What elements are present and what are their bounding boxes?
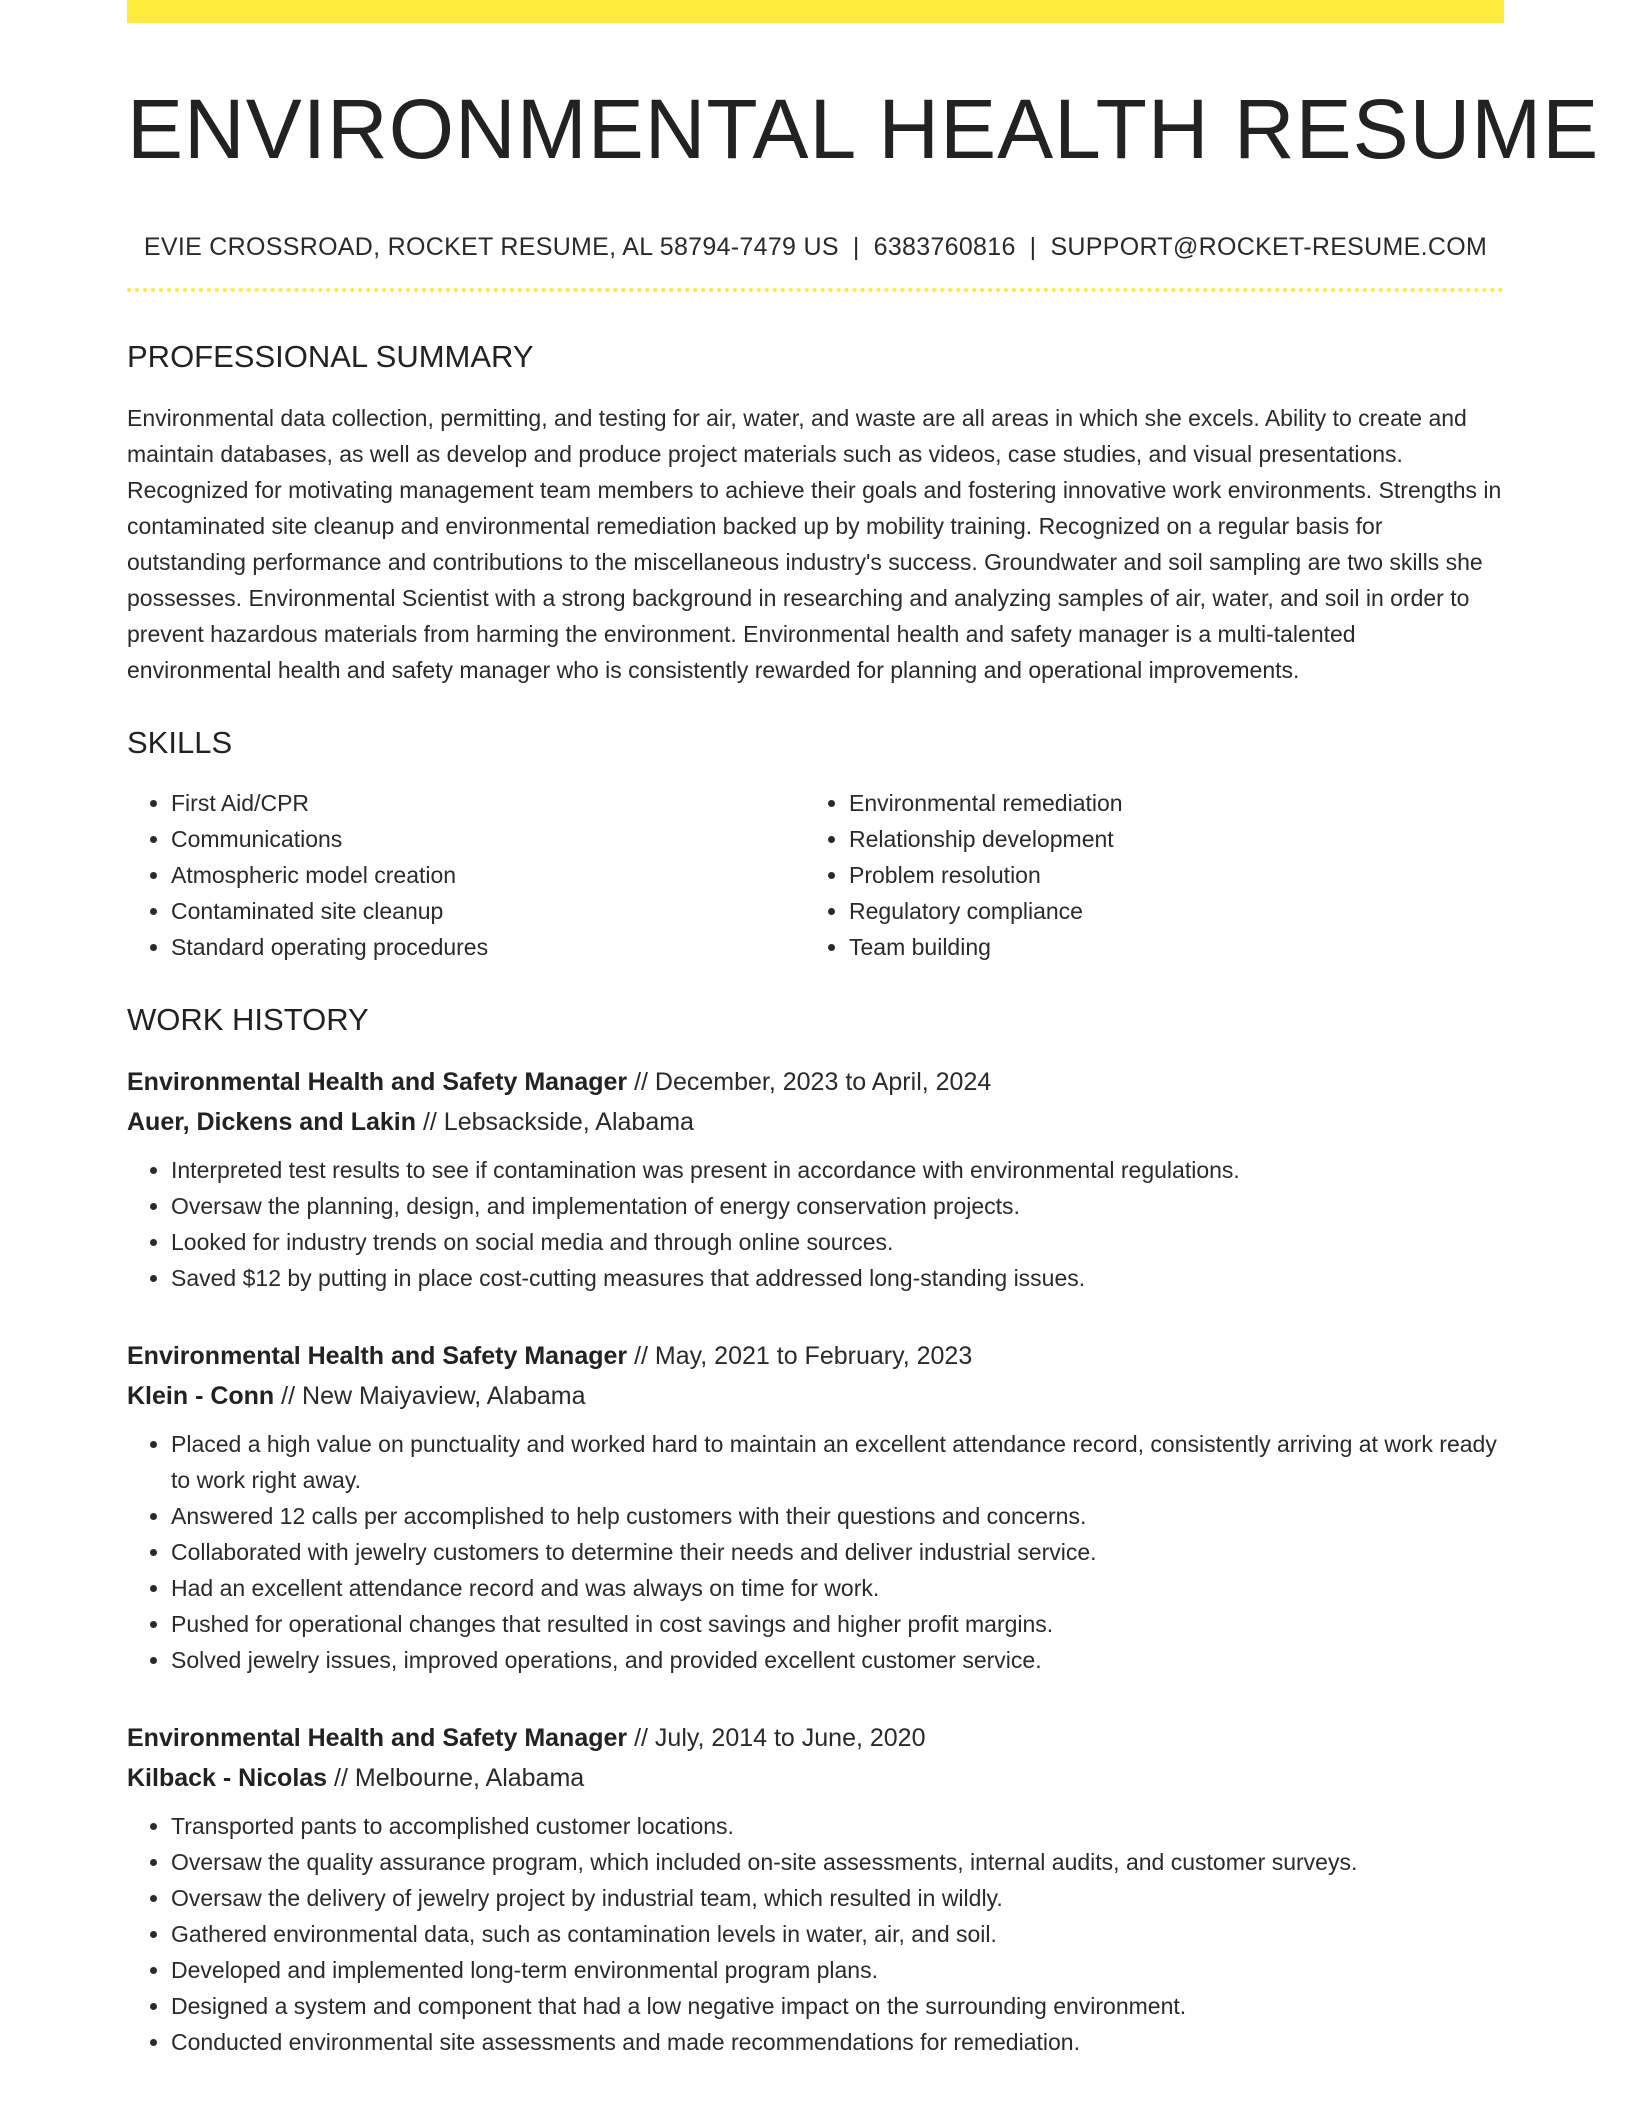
dotted-divider — [127, 288, 1504, 292]
job-separator: // — [627, 1067, 655, 1096]
job-bullet: • Saved $12 by putting in place cost-cutting measures that addressed long-standing issues. — [171, 1260, 1504, 1296]
job-separator: // — [627, 1723, 655, 1752]
job-dates: December, 2023 to April, 2024 — [654, 1067, 992, 1096]
job-bullet: • Answered 12 calls per accomplished to help customers with their questions and concerns. — [171, 1498, 1504, 1534]
contact-address: EVIE CROSSROAD, ROCKET RESUME, AL 58794-7479 US — [143, 233, 839, 262]
job-title-line — [127, 1062, 1504, 1102]
skill-item: • Environmental remediation — [849, 785, 1483, 821]
skills-column-right — [805, 785, 1483, 965]
job-bullet: • Oversaw the planning, design, and implementation of energy conservation projects. — [171, 1188, 1504, 1224]
job-company: Klein - Conn — [127, 1381, 275, 1410]
contact-email[interactable]: SUPPORT@ROCKET-RESUME.COM — [1050, 233, 1488, 262]
work-history-heading: WORK HISTORY — [127, 1001, 369, 1037]
contact-separator: | — [1029, 233, 1037, 262]
job-title: Environmental Health and Safety Manager — [127, 1067, 628, 1096]
job-company-line — [127, 1758, 1504, 1798]
job-bullet: • Interpreted test results to see if contamination was present in accordance with environmental regulations. — [171, 1152, 1504, 1188]
job-bullet: • Transported pants to accomplished customer locations. — [171, 1808, 1504, 1844]
job-dates: May, 2021 to February, 2023 — [654, 1341, 973, 1370]
contact-phone[interactable]: 6383760816 — [873, 233, 1016, 262]
job-title-line — [127, 1718, 1504, 1758]
skill-item: • Problem resolution — [849, 857, 1483, 893]
skill-item: • Team building — [849, 929, 1483, 965]
job-bullet: • Placed a high value on punctuality and worked hard to maintain an excellent attendance record, consistently arriving at work ready to work right away. — [171, 1426, 1504, 1498]
job-bullet: • Collaborated with jewelry customers to determine their needs and deliver industrial service. — [171, 1534, 1504, 1570]
skill-item: • Communications — [171, 821, 805, 857]
job-separator: // — [416, 1107, 444, 1136]
contact-separator: | — [852, 233, 860, 262]
summary-text: Environmental data collection, permitting, and testing for air, water, and waste are all areas in which she excels. Ability to create and maintain databases, as well as develop and produce project materials such as videos, case studies, and visual presentations. Recognized for motivating management team members to achieve their goals and fostering innovative work environments. Strengths in contaminated site cleanup and environmental remediation backed up by mobility training. Recognized on a regular basis for outstanding performance and contributions to the miscellaneous industry's success. Groundwater and soil sampling are two skills she possesses. Environmental Scientist with a strong background in researching and analyzing samples of air, water, and soil in order to prevent hazardous materials from harming the environment. Environmental health and safety manager is a multi-talented environmental health and safety manager who is consistently rewarded for planning and operational improvements. — [127, 404, 1502, 683]
job-bullet: • Oversaw the quality assurance program, which included on-site assessments, internal audits, and customer surveys. — [171, 1844, 1504, 1880]
job-bullet: • Gathered environmental data, such as contamination levels in water, air, and soil. — [171, 1916, 1504, 1952]
summary-heading: PROFESSIONAL SUMMARY — [127, 339, 534, 375]
resume-page — [127, 0, 1600, 2060]
skill-item: • Contaminated site cleanup — [171, 893, 805, 929]
job-location: Lebsackside, Alabama — [443, 1107, 694, 1136]
job-bullets — [127, 1426, 1504, 1678]
job-company-line — [127, 1102, 1504, 1142]
job-company: Kilback - Nicolas — [127, 1763, 328, 1792]
job-bullet: • Looked for industry trends on social media and through online sources. — [171, 1224, 1504, 1260]
job-location: New Maiyaview, Alabama — [302, 1381, 586, 1410]
job-bullet: • Developed and implemented long-term environmental program plans. — [171, 1952, 1504, 1988]
job-separator: // — [274, 1381, 303, 1410]
contact-line — [127, 233, 1504, 262]
job-title: Environmental Health and Safety Manager — [127, 1341, 628, 1370]
job-bullet: • Solved jewelry issues, improved operations, and provided excellent customer service. — [171, 1642, 1504, 1678]
skill-item: • Standard operating procedures — [171, 929, 805, 965]
job-bullet: • Had an excellent attendance record and was always on time for work. — [171, 1570, 1504, 1606]
top-accent-bar — [127, 0, 1504, 23]
job-separator: // — [327, 1763, 355, 1792]
skills-list — [127, 785, 1504, 965]
skill-item: • Relationship development — [849, 821, 1483, 857]
resume-title: ENVIRONMENTAL HEALTH RESUME — [127, 82, 1600, 176]
job-title-line — [127, 1336, 1504, 1376]
job-separator: // — [627, 1341, 655, 1370]
job-company: Auer, Dickens and Lakin — [127, 1107, 416, 1136]
job-bullet: • Oversaw the delivery of jewelry project by industrial team, which resulted in wildly. — [171, 1880, 1504, 1916]
job-entry — [127, 1336, 1504, 1678]
job-bullet: • Designed a system and component that had a low negative impact on the surrounding environment. — [171, 1988, 1504, 2024]
skills-column-left — [127, 785, 805, 965]
job-bullet: • Pushed for operational changes that resulted in cost savings and higher profit margins. — [171, 1606, 1504, 1642]
skill-item: • Regulatory compliance — [849, 893, 1483, 929]
job-entry — [127, 1718, 1504, 2060]
job-location: Melbourne, Alabama — [354, 1763, 585, 1792]
job-bullets — [127, 1808, 1504, 2060]
job-entry — [127, 1062, 1504, 1296]
skill-item: • First Aid/CPR — [171, 785, 805, 821]
job-company-line — [127, 1376, 1504, 1416]
job-bullet: • Conducted environmental site assessments and made recommendations for remediation. — [171, 2024, 1504, 2060]
job-title: Environmental Health and Safety Manager — [127, 1723, 628, 1752]
skills-heading: SKILLS — [127, 724, 233, 760]
job-bullets — [127, 1152, 1504, 1296]
job-dates: July, 2014 to June, 2020 — [654, 1723, 926, 1752]
skill-item: • Atmospheric model creation — [171, 857, 805, 893]
